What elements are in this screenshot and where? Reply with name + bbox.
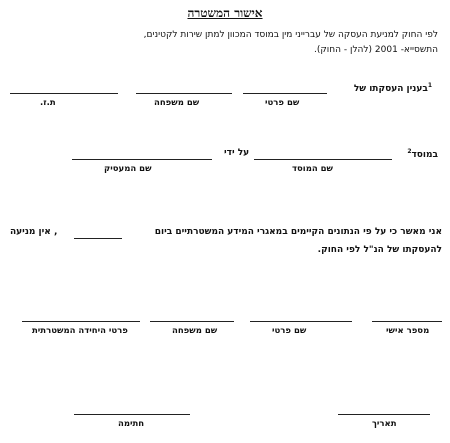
approval-text-line-2: להעסקתו של הנ"ל לפי החוק. bbox=[317, 245, 442, 255]
institution-label: במוסד bbox=[411, 150, 438, 160]
first-name-caption: שם פרטי bbox=[265, 98, 300, 108]
unit-details-line[interactable] bbox=[22, 321, 140, 322]
approval-text-start: אני מאשר כי על פי הנתונים הקיימים במאגרי המידע המשטרתיים ביום bbox=[154, 227, 442, 237]
last-name-line[interactable] bbox=[136, 93, 232, 94]
footnote-marker: 1 bbox=[427, 82, 432, 89]
employee-label-group bbox=[354, 82, 432, 94]
institution-label-group bbox=[407, 148, 438, 160]
intro-line-1: לפי החוק למניעת העסקה של עברייני מין במוסד המכוון למתן שירות לקטינים, bbox=[143, 30, 438, 40]
unit-details-caption: פרטי היחידה המשטרתית bbox=[32, 326, 128, 336]
officer-first-name-caption: שם פרטי bbox=[272, 326, 307, 336]
employer-name-line[interactable] bbox=[72, 159, 212, 160]
approval-date-line[interactable] bbox=[74, 238, 122, 239]
institution-name-line[interactable] bbox=[254, 159, 392, 160]
officer-last-name-caption: שם משפחה bbox=[172, 326, 218, 336]
id-caption: ת.ז. bbox=[40, 98, 56, 108]
by-label: על ידי bbox=[224, 148, 250, 158]
intro-line-2: התשסייא- 2001 (להלן - החוק). bbox=[314, 45, 438, 55]
approval-text-end: , אין מניעה bbox=[10, 227, 58, 237]
footnote-marker-2: 2 bbox=[407, 148, 412, 155]
intro-paragraph bbox=[18, 28, 438, 58]
signature-caption: חתימה bbox=[118, 419, 145, 429]
document-title: אישור המשטרה bbox=[187, 6, 263, 20]
signature-line[interactable] bbox=[74, 414, 190, 415]
officer-last-name-line[interactable] bbox=[150, 321, 234, 322]
personal-number-line[interactable] bbox=[372, 321, 442, 322]
institution-name-caption: שם המוסד bbox=[292, 164, 334, 174]
date-caption: תאריך bbox=[372, 419, 397, 429]
officer-first-name-line[interactable] bbox=[250, 321, 352, 322]
last-name-caption: שם משפחה bbox=[154, 98, 200, 108]
first-name-line[interactable] bbox=[243, 93, 327, 94]
employer-name-caption: שם המעסיק bbox=[104, 164, 152, 174]
date-line[interactable] bbox=[338, 414, 430, 415]
personal-number-caption: מספר אישי bbox=[386, 326, 430, 336]
id-line[interactable] bbox=[10, 93, 118, 94]
employee-label: בענין העסקתו של bbox=[353, 84, 428, 94]
